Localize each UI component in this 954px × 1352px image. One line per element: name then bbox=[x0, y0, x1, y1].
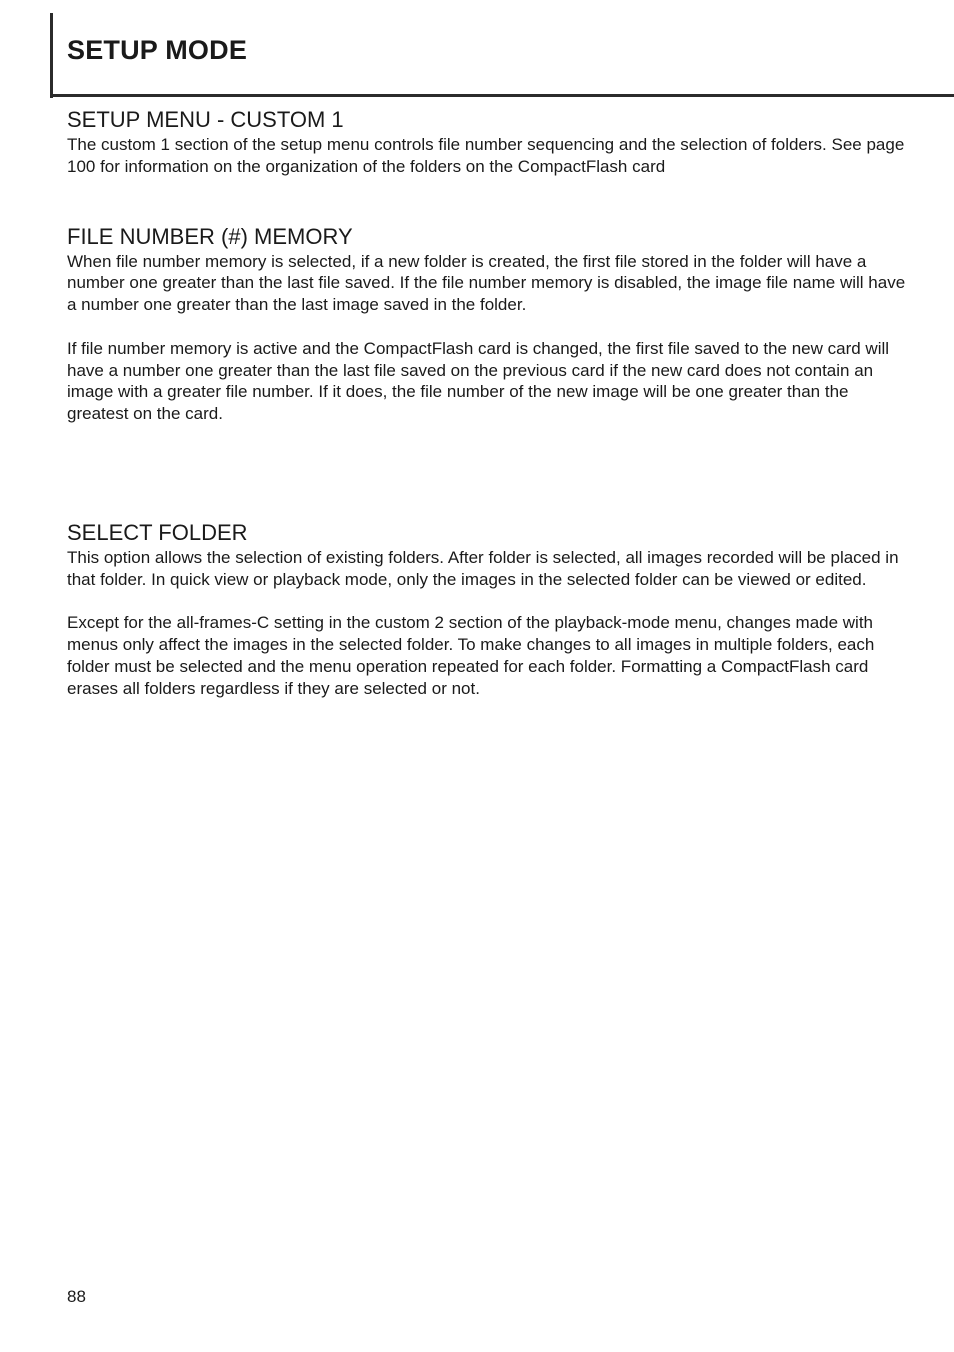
section-paragraph: Except for the all-frames-C setting in the custom 2 section of the playback-mode menu, changes made with menus only affect the images in the selected folder. To make changes to all images in multiple folders, each folder must be selected and the menu operation repeated for each folder. Formatting a CompactFlash card erases all folders regardless if they are selected or not. bbox=[67, 613, 875, 698]
section-heading: SELECT FOLDER bbox=[67, 519, 248, 545]
section-select-folder bbox=[67, 519, 907, 700]
section-paragraph: The custom 1 section of the setup menu controls file number sequencing and the selection of folders. See page 100 for information on the organization of the folders on the CompactFlash card bbox=[67, 135, 905, 176]
section-paragraph: This option allows the selection of existing folders. After folder is selected, all images recorded will be placed in that folder. In quick view or playback mode, only the images in the selected folder can be viewed or edited. bbox=[67, 547, 899, 589]
section-paragraph: If file number memory is active and the CompactFlash card is changed, the first file saved to the new card will have a number one greater than the last file saved on the previous card if the new card does not contain an image with a greater file number. If it does, the file number of the new image will be one greater than the greatest on the card. bbox=[67, 338, 890, 424]
section-file-number-memory bbox=[67, 223, 907, 425]
section-heading: FILE NUMBER (#) MEMORY bbox=[67, 223, 353, 249]
page-number: 88 bbox=[67, 1287, 86, 1306]
page-content bbox=[67, 106, 907, 700]
header-horizontal-rule bbox=[50, 94, 954, 97]
section-paragraph: When file number memory is selected, if a new folder is created, the first file stored in the folder will have a number one greater than the last file saved. If the file number memory is disabled, the image file name will have a number one greater than the last image saved in the folder. bbox=[67, 251, 906, 315]
section-heading: SETUP MENU - CUSTOM 1 bbox=[67, 107, 344, 132]
header-vertical-rule bbox=[50, 13, 53, 98]
page-title: SETUP MODE bbox=[67, 35, 248, 65]
section-setup-menu-custom-1 bbox=[67, 106, 907, 178]
